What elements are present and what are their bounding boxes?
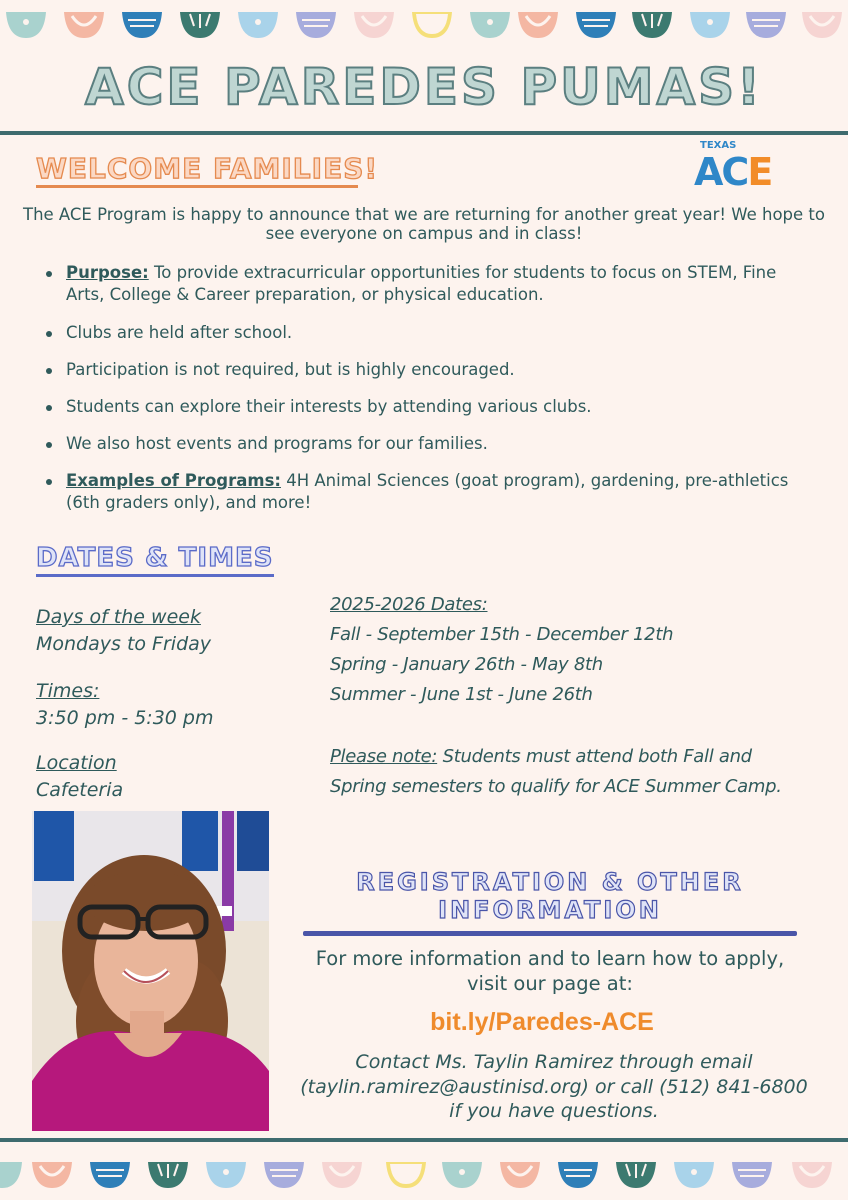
registration-divider [303,931,797,936]
summer-dates: Summer - June 1st - June 26th [330,684,593,705]
bowl-icon [0,1158,24,1190]
bowl-icon [120,8,164,40]
header-divider [0,131,848,135]
bowl-icon [88,1158,132,1190]
bowl-icon [410,8,454,40]
location-label: Location [36,752,117,774]
list-item: Participation is not required, but is highly encouraged. [46,359,816,381]
times-block [36,678,214,732]
logo-texas-text: TEXAS [700,140,737,151]
dates-underline [36,574,274,577]
bowl-icon [516,8,560,40]
bowl-icon [790,1158,834,1190]
contact-text: Contact Ms. Taylin Ramirez through email (taylin.ramirez@austinisd.org) or call (512) 841-6800 if you have questions. [300,1051,808,1122]
bottom-decorative-border [0,1152,848,1196]
bowl-icon [320,1158,364,1190]
staff-portrait-photo [32,811,269,1131]
bowl-icon [498,1158,542,1190]
logo-wordmark: ACE [694,150,772,194]
list-item: Students can explore their interests by attending various clubs. [46,396,816,418]
bowl-icon [178,8,222,40]
bowl-icon [62,8,106,40]
program-bullet-list [46,262,816,514]
page-title: ACE PAREDES PUMAS! [85,58,763,116]
welcome-heading: WELCOME FAMILIES! [36,152,379,185]
bowl-icon [800,8,844,40]
top-decorative-border [0,2,848,46]
bowl-icon [556,1158,600,1190]
season-label: 2025-2026 Dates: [330,594,488,615]
registration-link[interactable]: bit.ly/Paredes-ACE [430,1008,654,1036]
bowl-icon [468,8,512,40]
bowl-icon [630,8,674,40]
list-item: Clubs are held after school. [46,322,816,344]
location-block [36,750,123,804]
bowl-icon [352,8,396,40]
days-block [36,604,211,658]
times-value: 3:50 pm - 5:30 pm [36,707,214,729]
bowl-icon [262,1158,306,1190]
intro-text: The ACE Program is happy to announce that we are returning for another great year! We hope to see everyone on campus and in class! [22,205,825,243]
season-dates-block [330,590,810,710]
bowl-icon [672,1158,716,1190]
times-label: Times: [36,680,100,702]
bowl-icon [614,1158,658,1190]
days-label: Days of the week [36,606,201,628]
spring-dates: Spring - January 26th - May 8th [330,654,603,675]
bowl-icon [574,8,618,40]
bowl-icon [384,1158,428,1190]
note-label: Please note: [330,746,438,767]
bowl-icon [294,8,338,40]
location-value: Cafeteria [36,779,124,801]
texas-ace-logo [694,140,790,196]
welcome-underline [36,185,358,188]
bowl-icon [440,1158,484,1190]
bowl-icon [146,1158,190,1190]
bowl-icon [730,1158,774,1190]
dates-heading: DATES & TIMES [36,543,274,573]
list-item: We also host events and programs for our families. [46,433,816,455]
bowl-icon [30,1158,74,1190]
bowl-icon [236,8,280,40]
bowl-icon [204,1158,248,1190]
bowl-icon [4,8,48,40]
list-item: Examples of Programs: 4H Animal Sciences (goat program), gardening, pre-athletics (6th graders only), and more! [46,470,816,514]
bowl-icon [688,8,732,40]
bowl-icon [744,8,788,40]
footer-divider [0,1138,848,1142]
list-item: Purpose: To provide extracurricular opportunities for students to focus on STEM, Fine Arts, College & Career preparation, or physical education. [46,262,816,306]
note-text: Students must attend both Fall and Spring semesters to qualify for ACE Summer Camp. [330,746,782,797]
note-block [330,742,810,802]
registration-heading: REGISTRATION & OTHER INFORMATION [356,868,744,924]
fall-dates: Fall - September 15th - December 12th [330,624,674,645]
days-value: Mondays to Friday [36,633,212,655]
registration-info: For more information and to learn how to apply, visit our page at: [315,947,785,995]
